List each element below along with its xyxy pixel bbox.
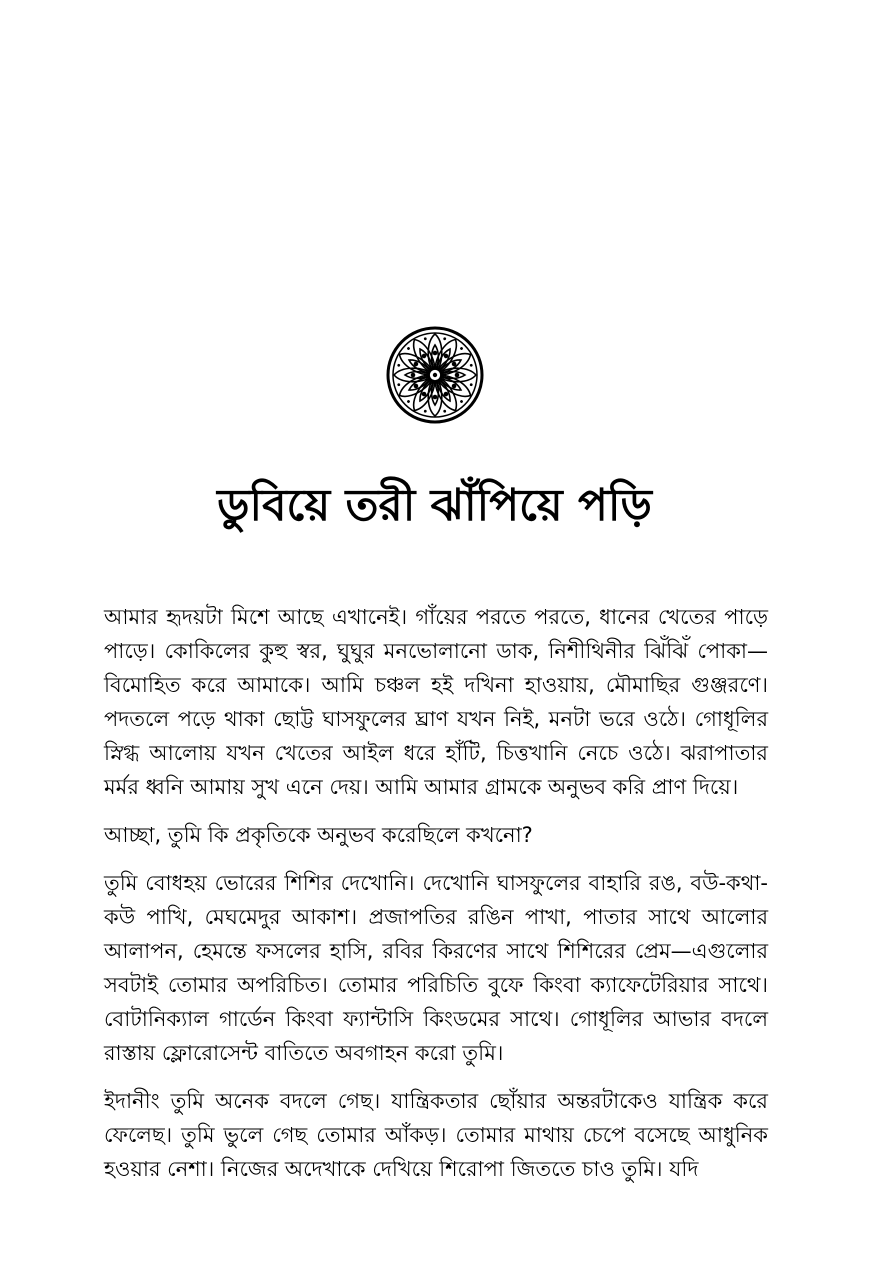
paragraph: আচ্ছা, তুমি কি প্রকৃতিকে অনুভব করেছিলে কখনো? [104,823,533,847]
mandala-flower-icon [385,325,485,425]
paragraph: ইদানীং তুমি অনেক বদলে গেছ। যান্ত্রিকতার ছোঁয়ার অন্তরটাকেও যান্ত্রিক করে ফেলেছ। তুমি ভুলে গেছ তোমার আঁকড়। তোমার মাথায় চেপে বসেছে আধুনিক হওয়ার নেশা। নিজের অদেখাকে দেখিয়ে শিরোপা জিততে চাও তুমি। যদি [104,1089,768,1181]
paragraph: তুমি বোধহয় ভোরের শিশির দেখোনি। দেখোনি ঘাসফুলের বাহারি রঙ, বউ-কথা-কউ পাখি, মেঘমেদুর আকাশ। প্রজাপতির রঙিন পাখা, পাতার সাথে আলোর আলাপন, হেমন্তে ফসলের হাসি, রবির কিরণের সাথে শিশিরের প্রেম—এগুলোর সবটাই তোমার অপরিচিত। তোমার পরিচিতি বুফে কিংবা ক্যাফেটেরিয়ার সাথে। বোটানিক্যাল গার্ডেন কিংবা ফ্যান্টাসি কিংডমের সাথে। গোধূলির আভার বদলে রাস্তায় ফ্লোরোসেন্ট বাতিতে অবগাহন করো তুমি। [104,871,768,1065]
body-text [104,600,768,1200]
chapter-title: ডুবিয়ে তরী ঝাঁপিয়ে পড়ি [217,480,652,531]
paragraph: আমার হৃদয়টা মিশে আছে এখানেই। গাঁয়ের পরতে পরতে, ধানের খেতের পাড়ে পাড়ে। কোকিলের কুহু স্বর, ঘুঘুর মনভোলানো ডাক, নিশীথিনীর ঝিঁঝিঁ পোকা—বিমোহিত করে আমাকে। আমি চঞ্চল হই দখিনা হাওয়ায়, মৌমাছির গুঞ্জরণে। পদতলে পড়ে থাকা ছোট্ট ঘাসফুলের ঘ্রাণ যখন নিই, মনটা ভরে ওঠে। গোধূলির স্নিগ্ধ আলোয় যখন খেতের আইল ধরে হাঁটি, চিত্তখানি নেচে ওঠে। ঝরাপাতার মর্মর ধ্বনি আমায় সুখ এনে দেয়। আমি আমার গ্রামকে অনুভব করি প্রাণ দিয়ে। [104,605,768,799]
